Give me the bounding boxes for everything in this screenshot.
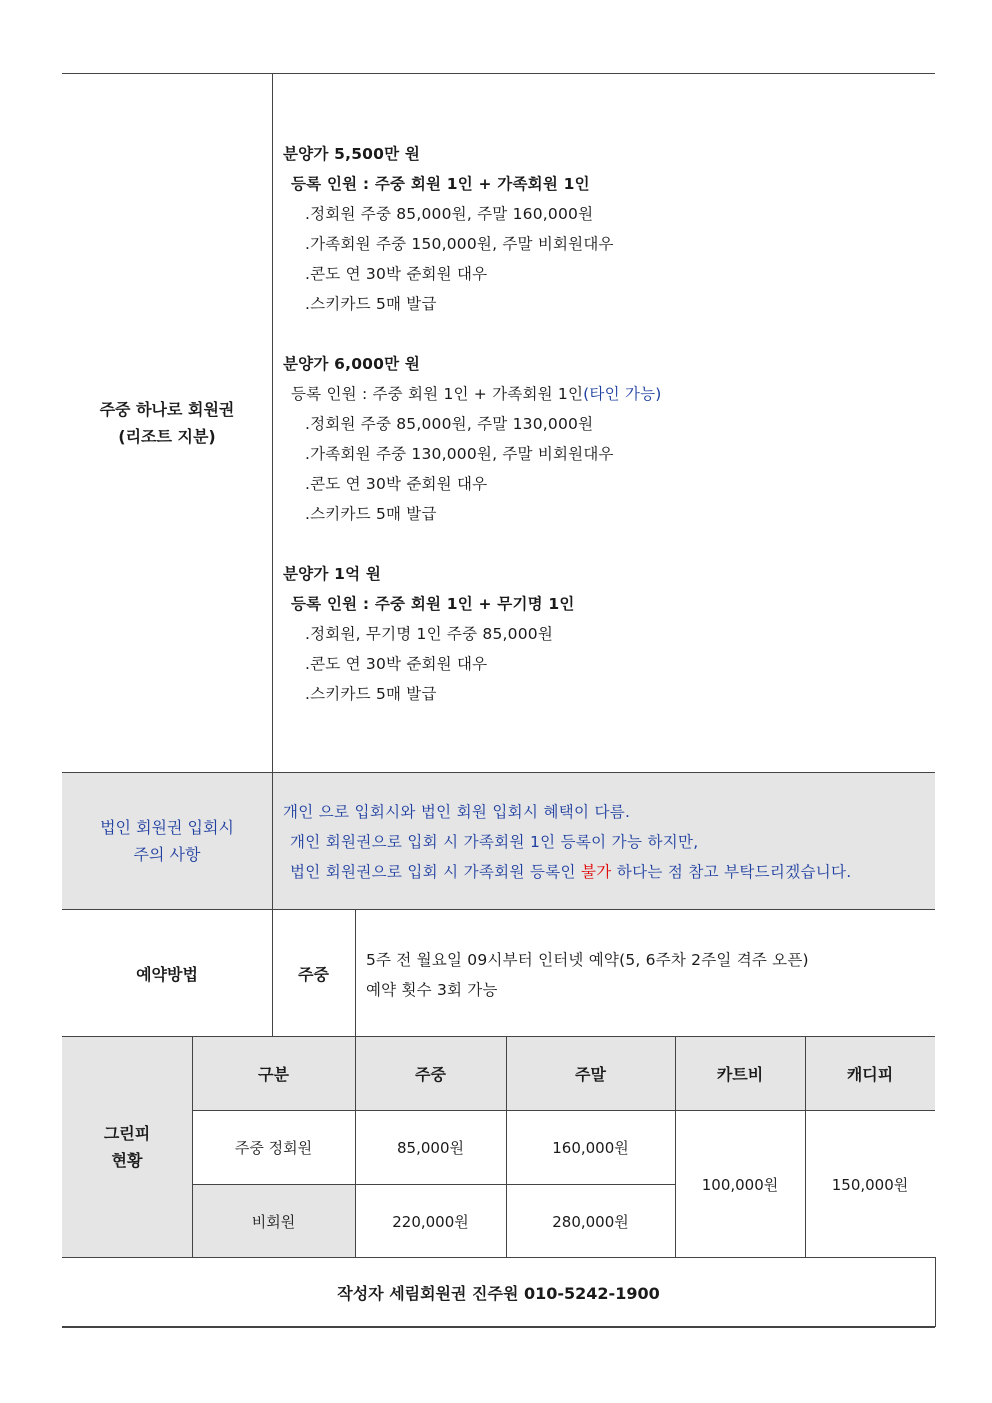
- plan-detail: .정회원 주중 85,000원, 주말 160,000원: [305, 205, 594, 223]
- greenfee-weekend-fee: 160,000원: [552, 1139, 629, 1157]
- greenfee-header-cart: 카트비: [716, 1065, 764, 1084]
- greenfee-header-caddie: 캐디피: [846, 1065, 894, 1084]
- plan-register-text: 등록 인원 : 주중 회원 1인 + 가족회원 1인: [291, 385, 584, 403]
- greenfee-header-weekday: 주중: [415, 1065, 446, 1084]
- greenfee-row-name: 비회원: [251, 1212, 296, 1231]
- plan-detail: .스키카드 5매 발급: [305, 505, 437, 523]
- plan-title: 분양가 1억 원: [283, 565, 382, 583]
- plan-title: 분양가 6,000만 원: [283, 355, 421, 373]
- corporate-note-alert: 불가: [581, 863, 612, 881]
- plan-register: [291, 382, 662, 404]
- membership-label: [62, 74, 272, 772]
- plan-register-note: (타인 가능): [583, 385, 662, 403]
- reservation-type: 주중: [298, 964, 329, 984]
- corporate-note-line1: 개인 으로 입회시와 법인 회원 입회시 혜택이 다름.: [283, 803, 631, 821]
- plan-detail: .정회원 주중 85,000원, 주말 130,000원: [305, 415, 594, 433]
- reservation-label: 예약방법: [136, 964, 198, 984]
- plan-detail: .콘도 연 30박 준회원 대우: [305, 475, 488, 493]
- corporate-note-line3: [290, 860, 852, 882]
- greenfee-weekend-fee: 280,000원: [552, 1212, 629, 1231]
- plan-register: 등록 인원 : 주중 회원 1인 + 무기명 1인: [291, 595, 575, 613]
- reservation-limit: 예약 횟수 3회 가능: [366, 981, 498, 999]
- author-contact: 작성자 세림회원권 진주원 010-5242-1900: [337, 1283, 660, 1303]
- corporate-note-text: 하다는 점 참고 부탁드리겠습니다.: [611, 863, 852, 881]
- reservation-rule: 5주 전 월요일 09시부터 인터넷 예약(5, 6주차 2주일 격주 오픈): [366, 951, 809, 969]
- corporate-note-text: 법인 회원권으로 입회 시 가족회원 등록인: [290, 863, 582, 881]
- plan-title: 분양가 5,500만 원: [283, 145, 421, 163]
- plan-detail: .정회원, 무기명 1인 주중 85,000원: [305, 625, 553, 643]
- column-divider: [935, 1257, 936, 1327]
- plan-detail: .가족회원 주중 130,000원, 주말 비회원대우: [305, 445, 614, 463]
- plan-detail: .가족회원 주중 150,000원, 주말 비회원대우: [305, 235, 614, 253]
- membership-label-line1: 주중 하나로 회원권: [99, 400, 235, 419]
- greenfee-weekday-fee: 85,000원: [397, 1139, 464, 1157]
- greenfee-label-line2: 현황: [111, 1151, 143, 1170]
- plan-detail: .콘도 연 30박 준회원 대우: [305, 265, 488, 283]
- corporate-label-line1: 법인 회원권 입회시: [100, 818, 234, 837]
- corporate-note-line2: 개인 회원권으로 입회 시 가족회원 1인 등록이 가능 하지만,: [290, 833, 699, 851]
- membership-label-line2: (리조트 지분): [118, 427, 216, 446]
- greenfee-cart-fee: 100,000원: [701, 1175, 779, 1194]
- greenfee-weekday-fee: 220,000원: [392, 1212, 469, 1231]
- corporate-label-line2: 주의 사항: [133, 845, 201, 864]
- bottom-border: [62, 1326, 935, 1328]
- plan-detail: .스키카드 5매 발급: [305, 685, 437, 703]
- greenfee-header-weekend: 주말: [575, 1065, 606, 1084]
- plan-detail: .콘도 연 30박 준회원 대우: [305, 655, 488, 673]
- plan-register: 등록 인원 : 주중 회원 1인 + 가족회원 1인: [291, 175, 590, 193]
- greenfee-label-line1: 그린피: [103, 1124, 151, 1143]
- column-divider: [272, 73, 273, 910]
- greenfee-label: [62, 1037, 192, 1257]
- greenfee-header-category: 구분: [258, 1065, 289, 1084]
- column-divider: [355, 909, 356, 1037]
- corporate-label: [62, 773, 272, 909]
- greenfee-caddie-fee: 150,000원: [831, 1175, 909, 1194]
- plan-detail: .스키카드 5매 발급: [305, 295, 437, 313]
- greenfee-row-name: 주중 정회원: [234, 1139, 313, 1157]
